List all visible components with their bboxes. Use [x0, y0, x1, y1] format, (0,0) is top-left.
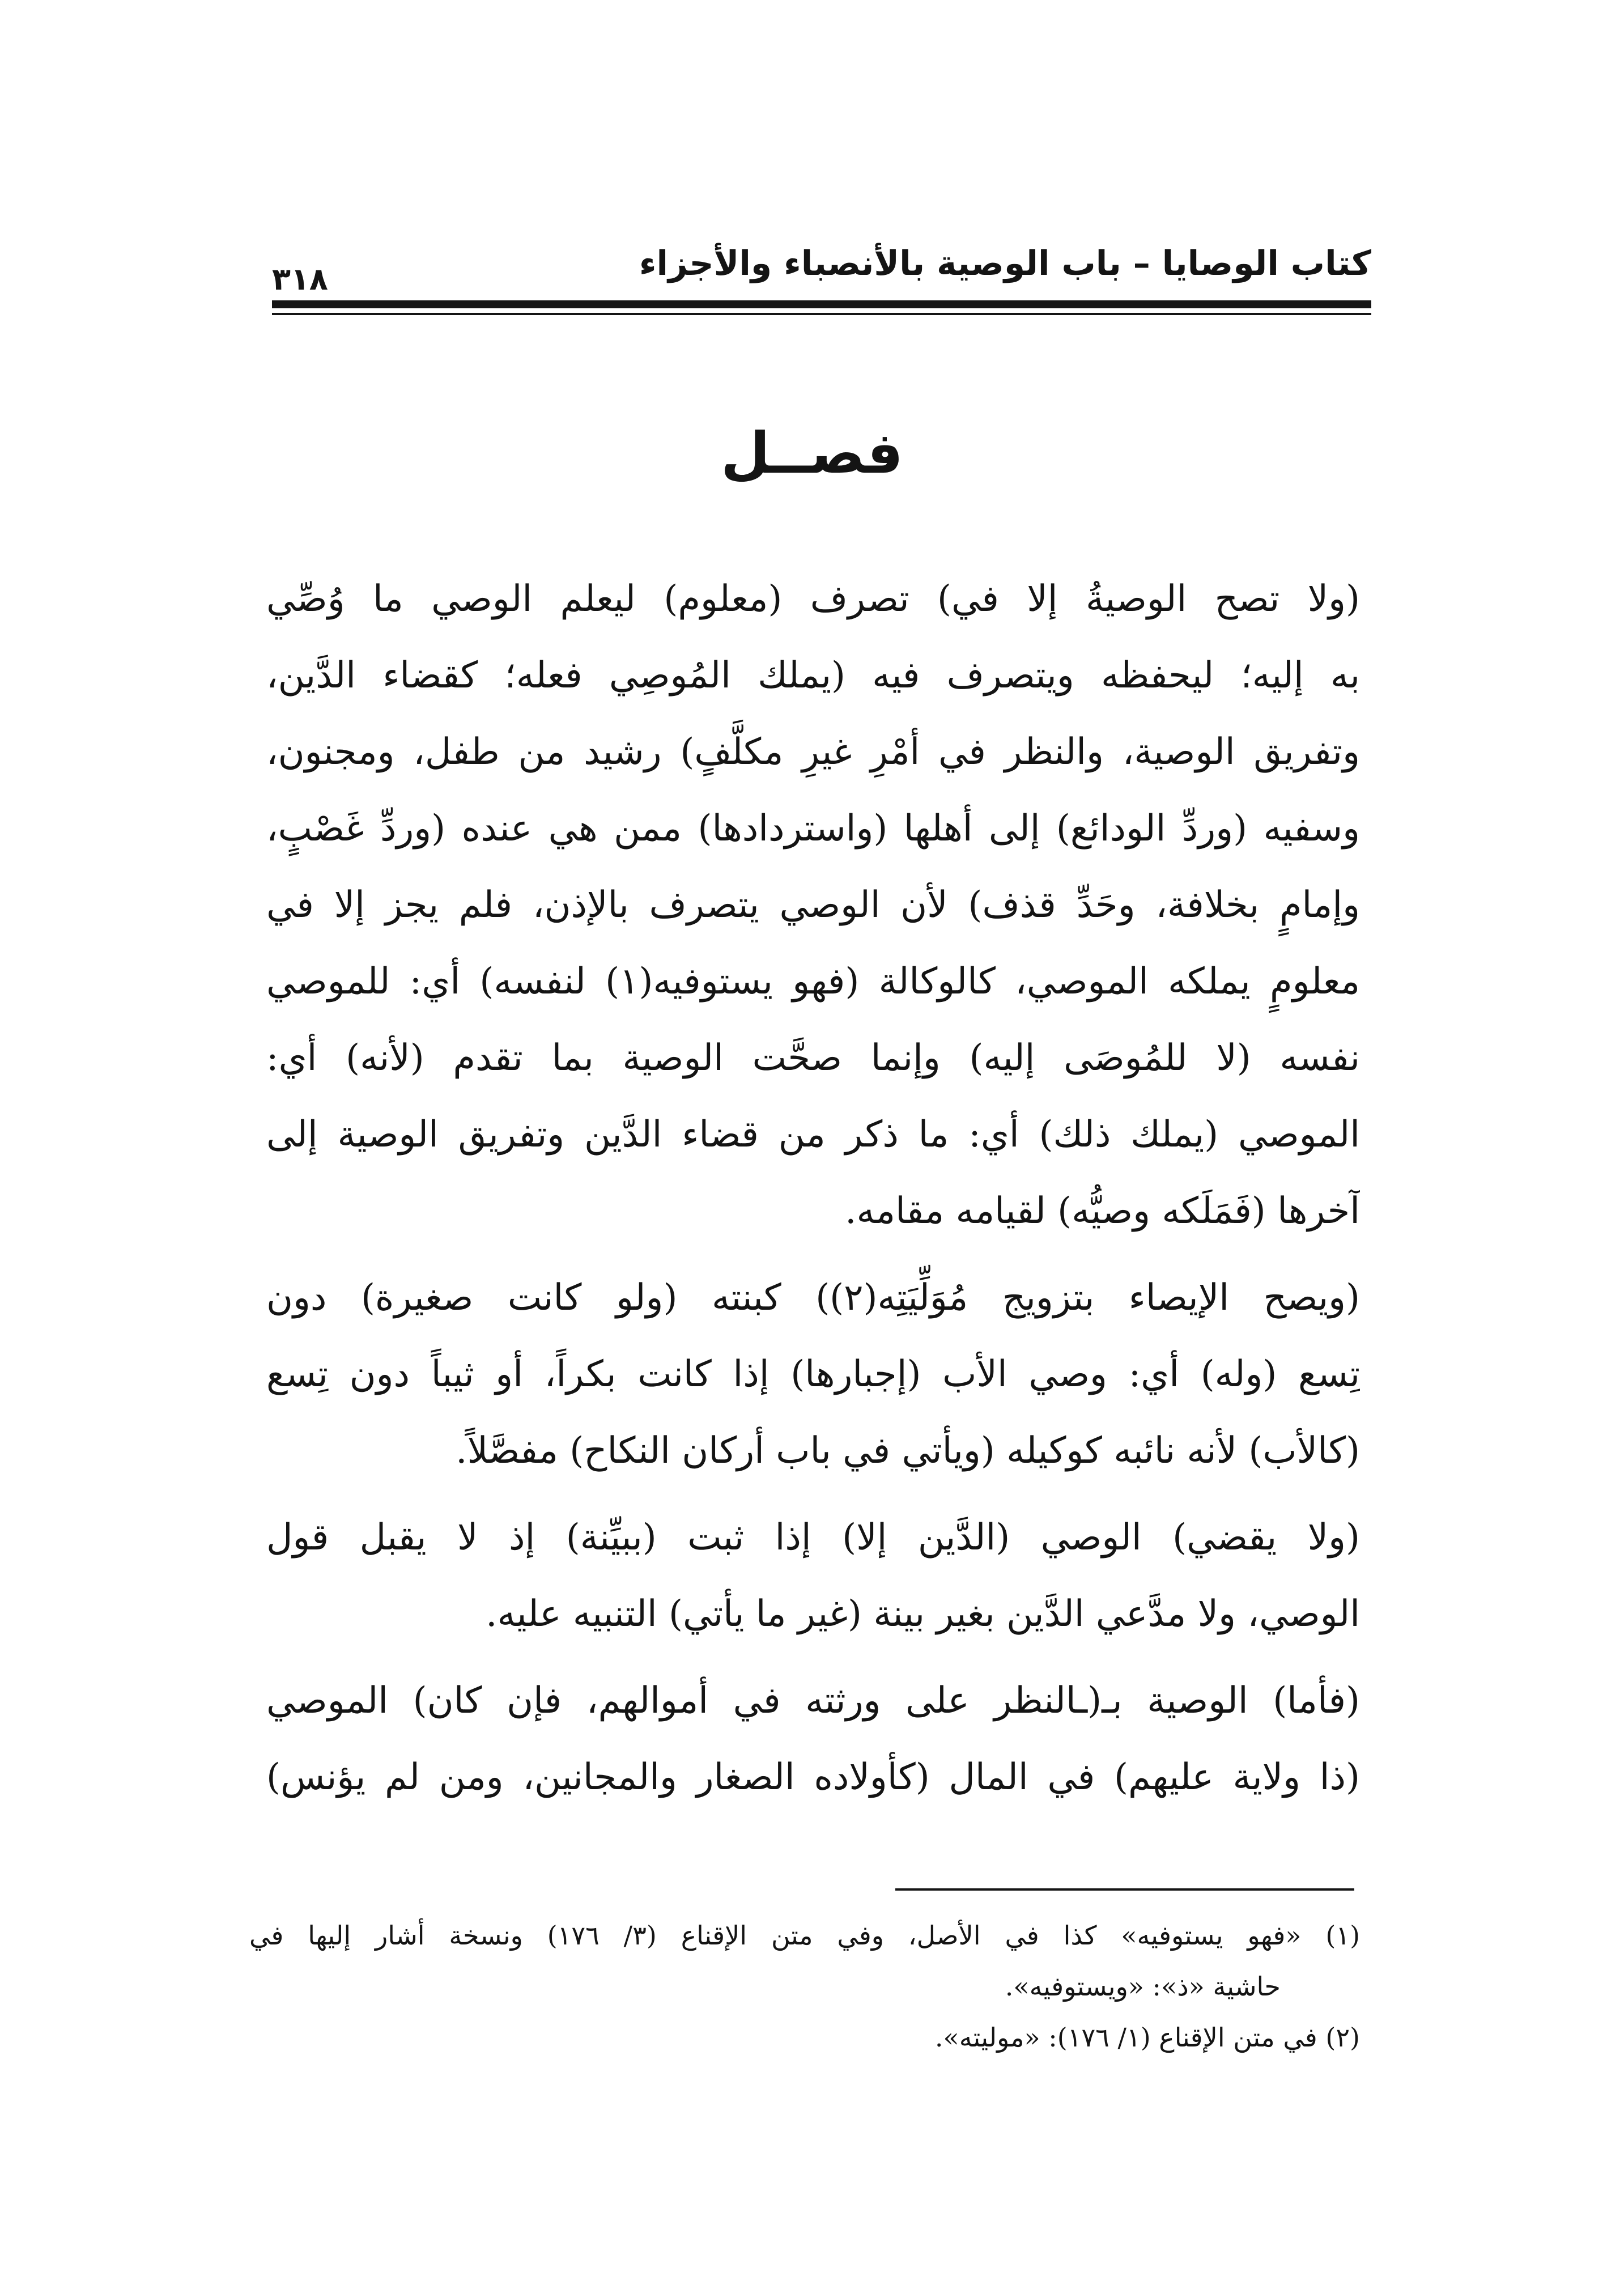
- text-line: نفسه (لا للمُوصَى إليه) وإنما صحَّت الوصية بما تقدم (لأنه) أي:: [266, 1037, 1360, 1079]
- text-line: (فأما) الوصية بـ(ـالنظر على ورثته في أموالهم، فإن كان) الموصي: [266, 1680, 1360, 1722]
- text-line: الوصي، ولا مدَّعي الدَّين بغير بينة (غير ما يأتي) التنبيه عليه.: [486, 1593, 1360, 1635]
- footnote-line: (٢) في متن الإقناع (١/ ١٧٦): «موليته».: [934, 2022, 1360, 2053]
- paragraph-gap: [266, 1250, 1360, 1260]
- text-line: معلومٍ يملكه الموصي، كالوكالة (فهو يستوفيه(١) لنفسه) أي: للموصي: [266, 961, 1360, 1003]
- text-line: (ولا يقضي) الوصي (الدَّين إلا) إذا ثبت (ببيِّنة) إذ لا يقبل قول: [266, 1517, 1360, 1559]
- footnotes: [249, 1910, 1360, 2063]
- text-line: تِسع (وله) أي: وصي الأب (إجبارها) إذا كانت بكراً، أو ثيباً دون تِسع: [266, 1353, 1360, 1395]
- text-line: آخرها (فَمَلَكه وصيُّه) لقيامه مقامه.: [845, 1190, 1360, 1232]
- header-rule: [272, 300, 1371, 308]
- page-number: ٣١٨: [272, 261, 328, 297]
- footnote-line: حاشية «ذ»: «ويستوفيه».: [1005, 1971, 1281, 2002]
- header-rule-thin: [272, 313, 1371, 315]
- text-line: (كالأب) لأنه نائبه كوكيله (ويأتي في باب أركان النكاح) مفصَّلاً.: [456, 1430, 1360, 1472]
- running-header: [272, 241, 1371, 298]
- body-text: [266, 561, 1360, 1816]
- text-line: به إليه؛ ليحفظه ويتصرف فيه (يملك المُوصِي فعله؛ كقضاء الدَّين،: [266, 655, 1360, 697]
- running-header-title: كتاب الوصايا – باب الوصية بالأنصباء والأجزاء: [639, 244, 1371, 283]
- paragraph-gap: [266, 1653, 1360, 1663]
- text-line: (ذا ولاية عليهم) في المال (كأولاده الصغار والمجانين، ومن لم يؤنس): [266, 1756, 1360, 1798]
- paragraph-gap: [266, 1489, 1360, 1500]
- footnote-line: (١) «فهو يستوفيه» كذا في الأصل، وفي متن الإقناع (٣/ ١٧٦) ونسخة أشار إليها في: [249, 1920, 1360, 1951]
- text-line: وتفريق الوصية، والنظر في أمْرِ غيرِ مكلَّفٍ) رشيد من طفل، ومجنون،: [266, 731, 1360, 773]
- text-line: الموصي (يملك ذلك) أي: ما ذكر من قضاء الدَّين وتفريق الوصية إلى: [266, 1114, 1360, 1156]
- text-line: وسفيه (وردِّ الودائع) إلى أهلها (واستردادها) ممن هي عنده (وردِّ غَصْبٍ،: [266, 808, 1360, 850]
- text-line: وإمامٍ بخلافة، وحَدِّ قذف) لأن الوصي يتصرف بالإذن، فلم يجز إلا في: [266, 884, 1360, 926]
- footnote-rule: [895, 1888, 1354, 1891]
- section-heading: فصــل: [721, 420, 903, 486]
- text-line: (ويصح الإيصاء بتزويج مُوَلِّيَتِه(٢)) كبنته (ولو كانت صغيرة) دون: [266, 1277, 1360, 1319]
- text-line: (ولا تصح الوصيةُ إلا في) تصرف (معلوم) ليعلم الوصي ما وُصِّي: [266, 578, 1360, 620]
